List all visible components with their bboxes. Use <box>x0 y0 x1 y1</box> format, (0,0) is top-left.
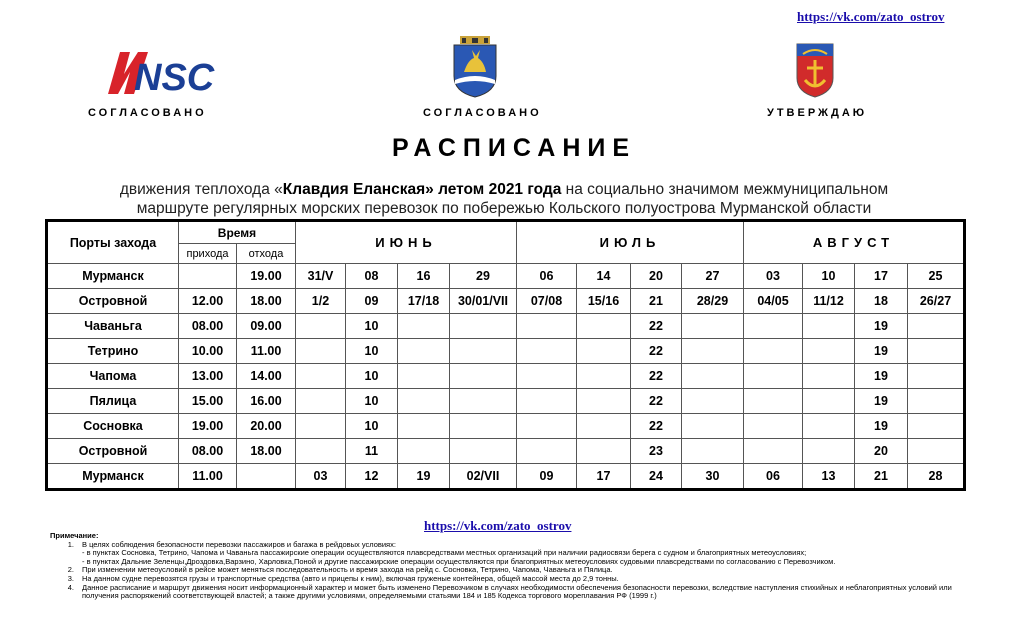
date-cell <box>517 364 577 389</box>
departure-cell: 18.00 <box>237 289 296 314</box>
bottom-vk-link[interactable]: https://vk.com/zato_ostrov <box>424 518 572 533</box>
date-cell: 10 <box>346 364 398 389</box>
date-cell: 28 <box>908 464 965 490</box>
table-row <box>47 439 965 464</box>
date-cell <box>517 439 577 464</box>
date-cell: 19 <box>855 339 908 364</box>
month-july: ИЮЛЬ <box>517 221 744 264</box>
date-cell <box>398 414 450 439</box>
date-cell <box>803 389 855 414</box>
arrival-cell: 12.00 <box>179 289 237 314</box>
date-cell <box>577 414 631 439</box>
date-cell <box>296 364 346 389</box>
departure-cell <box>237 464 296 490</box>
date-cell: 22 <box>631 314 682 339</box>
date-cell: 19 <box>398 464 450 490</box>
date-cell: 28/29 <box>682 289 744 314</box>
date-cell: 15/16 <box>577 289 631 314</box>
date-cell: 17/18 <box>398 289 450 314</box>
date-cell: 07/08 <box>517 289 577 314</box>
date-cell: 18 <box>855 289 908 314</box>
date-cell <box>577 389 631 414</box>
table-row <box>47 364 965 389</box>
date-cell <box>908 314 965 339</box>
port-cell: Чапома <box>47 364 179 389</box>
date-cell: 03 <box>744 264 803 289</box>
date-cell <box>744 364 803 389</box>
date-cell <box>803 414 855 439</box>
date-cell: 17 <box>855 264 908 289</box>
departure-cell: 09.00 <box>237 314 296 339</box>
date-cell: 16 <box>398 264 450 289</box>
date-cell: 1/2 <box>296 289 346 314</box>
note-number <box>50 558 82 567</box>
month-june: ИЮНЬ <box>296 221 517 264</box>
date-cell: 19 <box>855 314 908 339</box>
arrival-cell: 10.00 <box>179 339 237 364</box>
arrival-cell <box>179 264 237 289</box>
date-cell: 22 <box>631 389 682 414</box>
date-cell: 27 <box>682 264 744 289</box>
date-cell: 30 <box>682 464 744 490</box>
arrival-cell: 11.00 <box>179 464 237 490</box>
note-item <box>50 584 970 601</box>
note-number <box>50 549 82 558</box>
nsc-logo-text: NSC <box>134 57 215 99</box>
date-cell: 06 <box>744 464 803 490</box>
ostrovnoy-arms-icon <box>450 36 500 98</box>
schedule-table <box>45 219 966 491</box>
date-cell <box>744 389 803 414</box>
date-cell: 19 <box>855 364 908 389</box>
date-cell <box>517 389 577 414</box>
date-cell: 10 <box>803 264 855 289</box>
date-cell: 17 <box>577 464 631 490</box>
date-cell <box>398 339 450 364</box>
date-cell <box>577 314 631 339</box>
date-cell: 29 <box>450 264 517 289</box>
date-cell <box>908 364 965 389</box>
port-cell: Сосновка <box>47 414 179 439</box>
date-cell <box>577 439 631 464</box>
murmansk-arms-icon <box>795 42 835 98</box>
date-cell: 20 <box>631 264 682 289</box>
date-cell <box>908 414 965 439</box>
notes <box>50 532 970 601</box>
table-row <box>47 464 965 490</box>
date-cell: 31/V <box>296 264 346 289</box>
coat-of-arms-ostrovnoy <box>450 36 500 98</box>
date-cell <box>398 364 450 389</box>
date-cell: 21 <box>855 464 908 490</box>
date-cell <box>398 314 450 339</box>
date-cell: 06 <box>517 264 577 289</box>
arrival-cell: 19.00 <box>179 414 237 439</box>
date-cell: 02/VII <box>450 464 517 490</box>
date-cell: 22 <box>631 414 682 439</box>
date-cell <box>450 314 517 339</box>
page-title: РАСПИСАНИЕ <box>391 134 637 162</box>
date-cell <box>908 389 965 414</box>
header-arrival: прихода <box>179 244 237 264</box>
date-cell <box>744 414 803 439</box>
date-cell <box>803 339 855 364</box>
subtitle-line2: маршруте регулярных морских перевозок по побережью Кольского полуострова Мурманской области <box>136 200 872 217</box>
date-cell <box>682 439 744 464</box>
date-cell <box>803 364 855 389</box>
date-cell <box>577 364 631 389</box>
date-cell: 19 <box>855 414 908 439</box>
date-cell: 13 <box>803 464 855 490</box>
date-cell: 14 <box>577 264 631 289</box>
header-time: Время <box>179 221 296 244</box>
note-number: 2. <box>67 565 74 575</box>
date-cell <box>908 339 965 364</box>
date-cell: 10 <box>346 339 398 364</box>
departure-cell: 20.00 <box>237 414 296 439</box>
arrival-cell: 13.00 <box>179 364 237 389</box>
date-cell: 22 <box>631 364 682 389</box>
date-cell: 08 <box>346 264 398 289</box>
date-cell: 10 <box>346 414 398 439</box>
date-cell <box>398 389 450 414</box>
date-cell <box>450 414 517 439</box>
arrival-cell: 15.00 <box>179 389 237 414</box>
header-ports: Порты захода <box>47 221 179 264</box>
note-text: - в пунктах Дальние Зеленцы,Дроздовка,Варзино, Харловка,Поной и другие пассажирские операции осуществляются при благоприятных метеоусловиях судовыми плавсредствами по согласованию с Перевозчиком. <box>82 556 836 566</box>
port-cell: Мурманск <box>47 264 179 289</box>
date-cell: 30/01/VII <box>450 289 517 314</box>
date-cell: 20 <box>855 439 908 464</box>
date-cell <box>296 339 346 364</box>
header-departure: отхода <box>237 244 296 264</box>
arrival-cell: 08.00 <box>179 314 237 339</box>
arrival-cell: 08.00 <box>179 439 237 464</box>
date-cell <box>577 339 631 364</box>
date-cell <box>450 339 517 364</box>
date-cell: 09 <box>517 464 577 490</box>
port-cell: Чаваньга <box>47 314 179 339</box>
date-cell <box>682 414 744 439</box>
table-row <box>47 289 965 314</box>
port-cell: Пялица <box>47 389 179 414</box>
date-cell <box>517 339 577 364</box>
subtitle-line1: движения теплохода «Клавдия Еланская» летом 2021 года на социально значимом межмуниципальном <box>119 181 889 198</box>
nsc-logo-icon <box>100 42 215 102</box>
table-row <box>47 389 965 414</box>
date-cell: 22 <box>631 339 682 364</box>
note-text: При изменении метеоусловий в рейсе может меняться последовательность и время захода на рейд с. Сосновка, Тетрино, Чапома, Чаваньга и Пялица. <box>82 565 613 575</box>
date-cell <box>682 339 744 364</box>
date-cell: 11/12 <box>803 289 855 314</box>
departure-cell: 14.00 <box>237 364 296 389</box>
note-text: - в пунктах Сосновка, Тетрино, Чапома и Чаваньга пассажирские операции осуществляются плавсредствами местных организаций при наличии радиосвязи берега с судном и благоприятных метеоусловиях; <box>82 548 807 558</box>
date-cell: 09 <box>346 289 398 314</box>
month-august: АВГУСТ <box>744 221 965 264</box>
note-number: 1. <box>67 539 74 549</box>
notes-heading: Примечание: <box>50 531 99 540</box>
date-cell: 19 <box>855 389 908 414</box>
date-cell: 25 <box>908 264 965 289</box>
note-number: 4. <box>67 582 74 592</box>
date-cell <box>296 389 346 414</box>
date-cell: 21 <box>631 289 682 314</box>
subtitle <box>0 180 1008 218</box>
date-cell <box>450 439 517 464</box>
date-cell: 10 <box>346 389 398 414</box>
nsc-logo <box>100 42 215 102</box>
date-cell <box>398 439 450 464</box>
right-caption: УТВЕРЖДАЮ <box>767 107 868 119</box>
date-cell: 24 <box>631 464 682 490</box>
date-cell <box>296 439 346 464</box>
date-cell: 03 <box>296 464 346 490</box>
date-cell: 11 <box>346 439 398 464</box>
note-text: Данное расписание и маршрут движения носит информационный характер и может быть изменено Перевозчиком в случаях необходимости обеспечения безопасности перевозки, вследствие наступления стихийных и неблагоприятных условий или получения распоряжений соответствующей властей; а также другими условиями, определяемыми статьями 184 и 185 Кодекса торгового мореплавания РФ (1999 г.) <box>82 582 952 601</box>
date-cell <box>744 339 803 364</box>
port-cell: Мурманск <box>47 464 179 490</box>
table-row <box>47 414 965 439</box>
date-cell: 26/27 <box>908 289 965 314</box>
center-caption: СОГЛАСОВАНО <box>423 107 542 119</box>
date-cell <box>682 364 744 389</box>
note-number: 3. <box>67 573 74 583</box>
port-cell: Островной <box>47 289 179 314</box>
departure-cell: 16.00 <box>237 389 296 414</box>
date-cell <box>450 364 517 389</box>
table-row <box>47 264 965 289</box>
date-cell <box>296 414 346 439</box>
top-vk-link[interactable]: https://vk.com/zato_ostrov <box>797 9 945 24</box>
table-row <box>47 314 965 339</box>
date-cell <box>803 314 855 339</box>
departure-cell: 19.00 <box>237 264 296 289</box>
date-cell <box>908 439 965 464</box>
table-row <box>47 339 965 364</box>
coat-of-arms-murmansk <box>795 42 835 98</box>
left-caption: СОГЛАСОВАНО <box>88 107 207 119</box>
date-cell <box>517 414 577 439</box>
date-cell <box>682 389 744 414</box>
port-cell: Островной <box>47 439 179 464</box>
date-cell <box>744 439 803 464</box>
departure-cell: 11.00 <box>237 339 296 364</box>
date-cell <box>682 314 744 339</box>
date-cell <box>450 389 517 414</box>
date-cell <box>517 314 577 339</box>
date-cell: 23 <box>631 439 682 464</box>
date-cell <box>803 439 855 464</box>
date-cell: 10 <box>346 314 398 339</box>
note-text: На данном судне перевозятся грузы и транспортные средства (авто и прицепы к ним), включая груженые контейнера, общей массой места до 2,9 тонны. <box>82 573 619 583</box>
departure-cell: 18.00 <box>237 439 296 464</box>
note-text: В целях соблюдения безопасности перевозки пассажиров и багажа в рейдовых условиях: <box>82 539 396 549</box>
date-cell: 12 <box>346 464 398 490</box>
port-cell: Тетрино <box>47 339 179 364</box>
date-cell: 04/05 <box>744 289 803 314</box>
date-cell <box>296 314 346 339</box>
date-cell <box>744 314 803 339</box>
